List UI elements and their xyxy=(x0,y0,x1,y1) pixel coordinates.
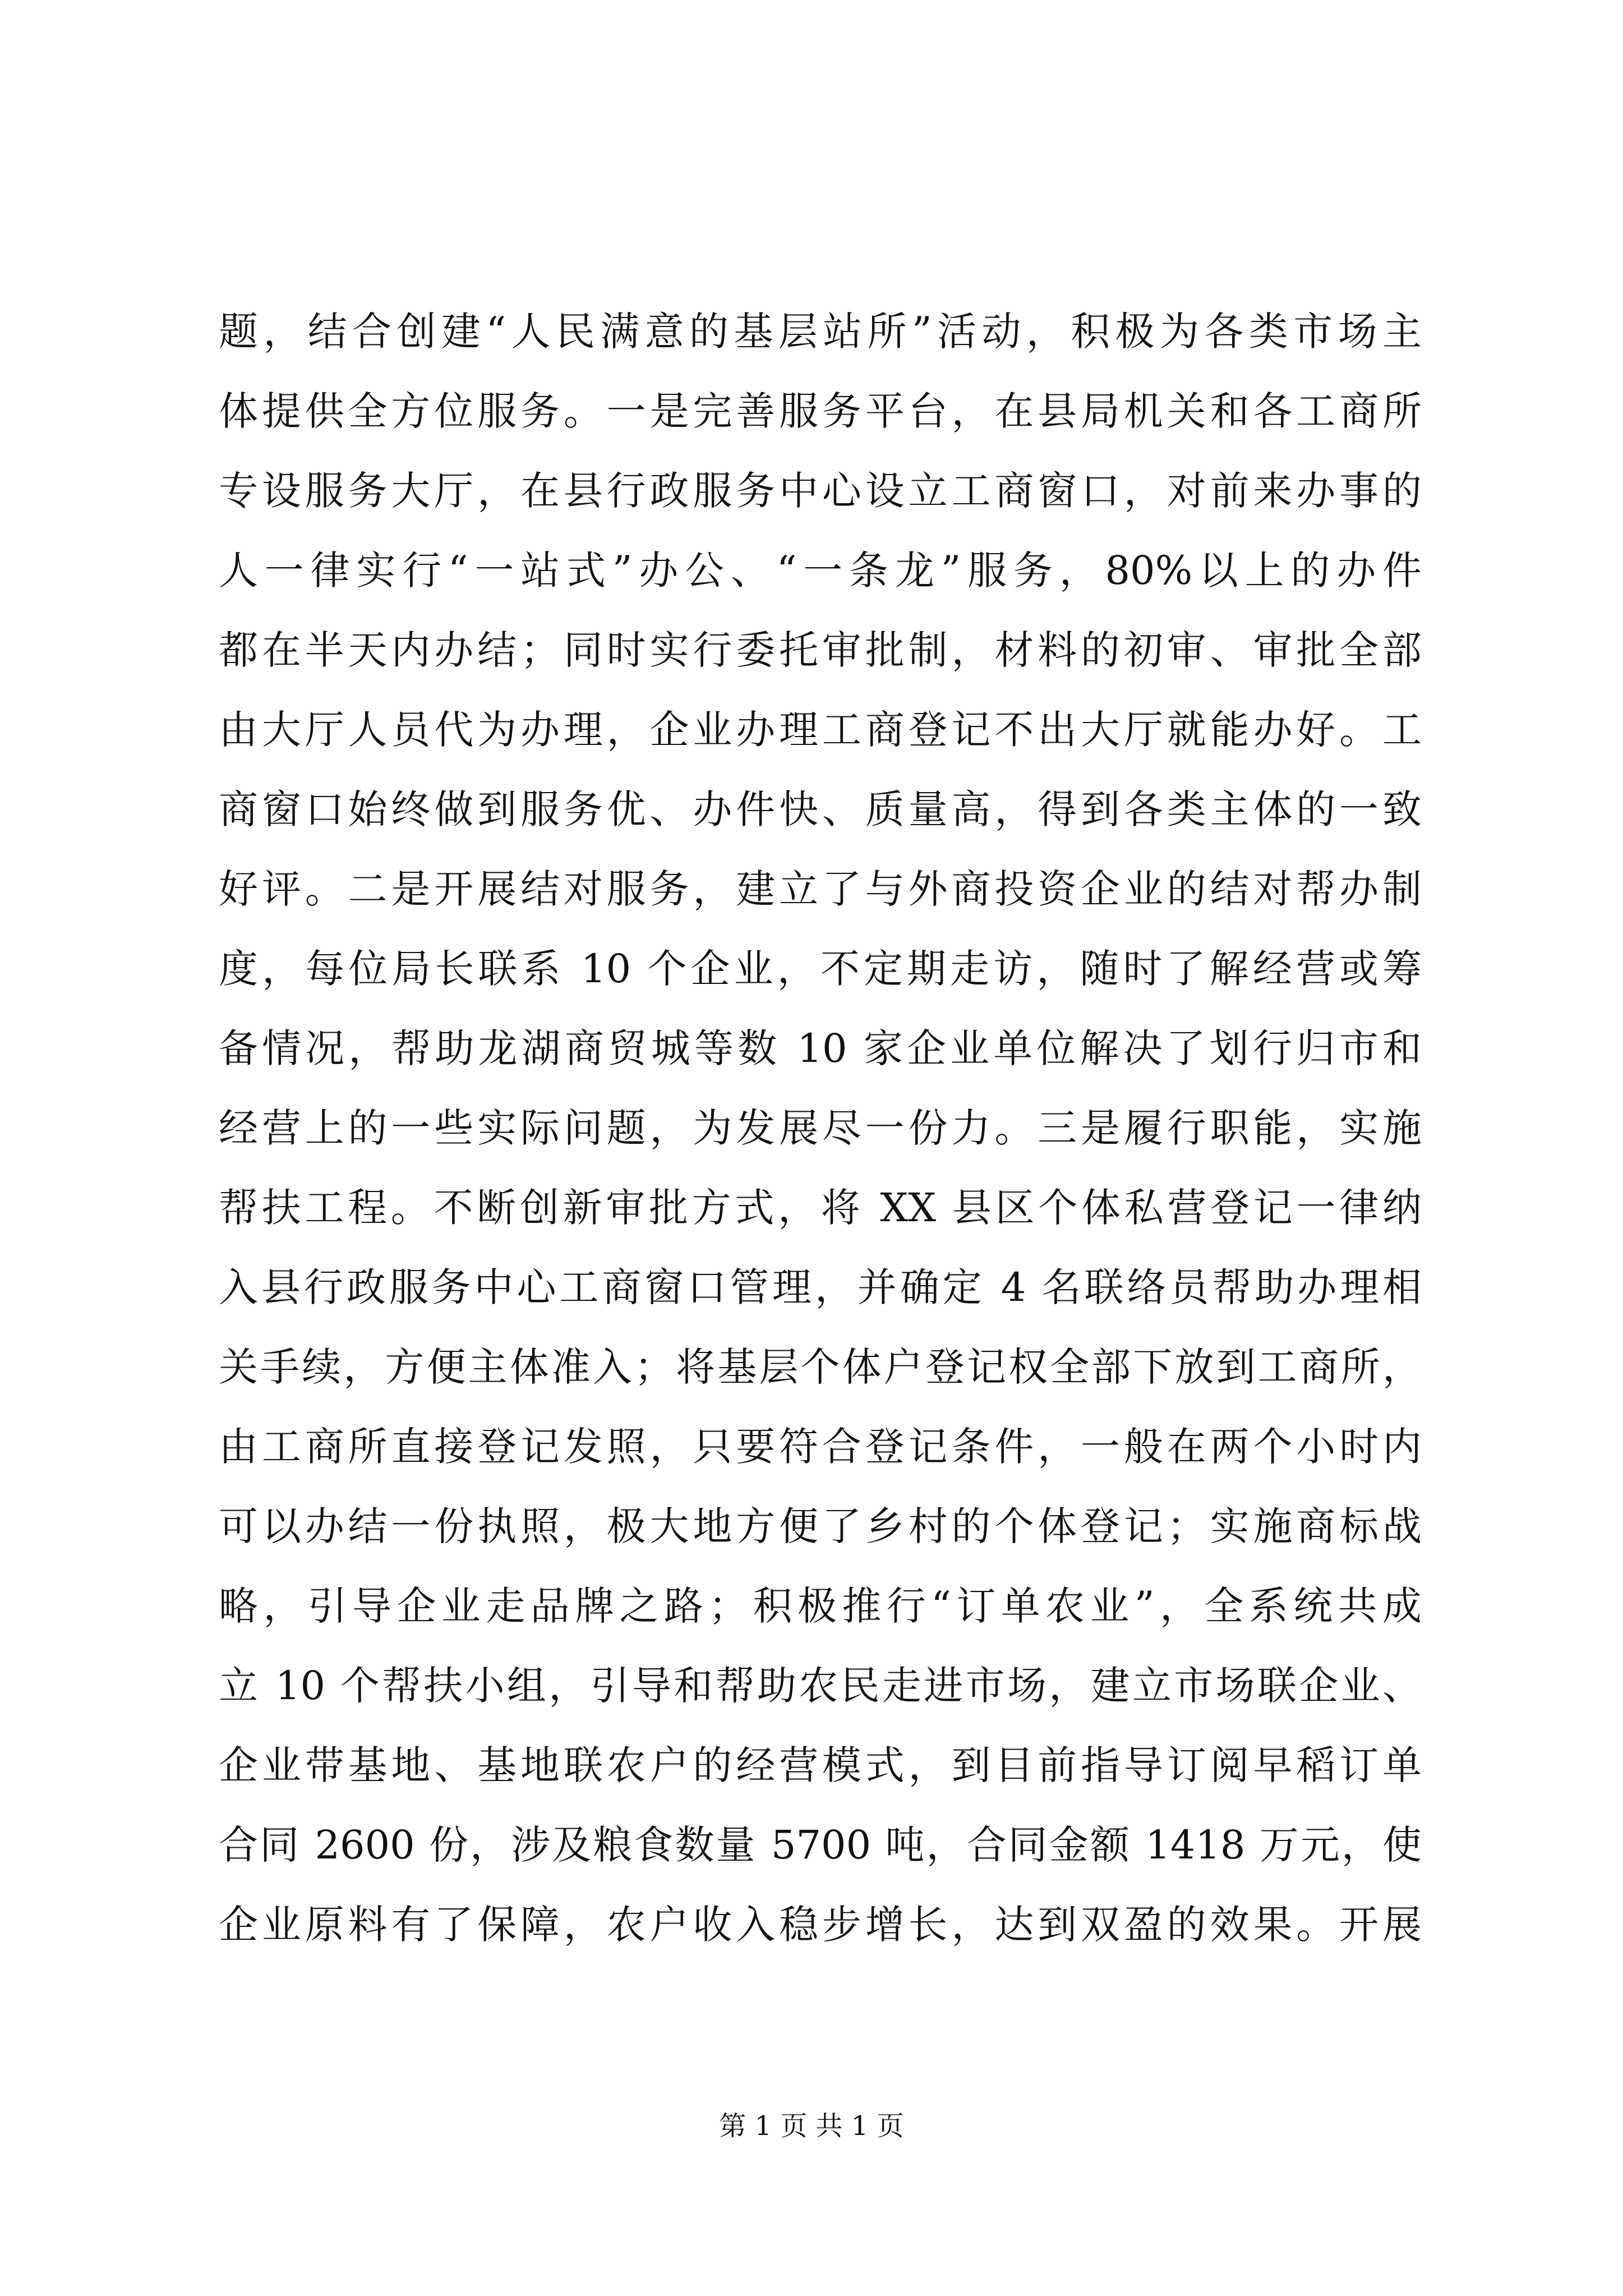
text-line: 人一律实行“一站式”办公、“一条龙”服务，80%以上的办件 xyxy=(219,547,1422,593)
text-line: 合同 2600 份，涉及粮食数量 5700 吨，合同金额 1418 万元，使 xyxy=(219,1822,1422,1868)
text-line: 略，引导企业走品牌之路；积极推行“订单农业”，全系统共成 xyxy=(219,1583,1422,1629)
page-footer: 第 1 页 共 1 页 xyxy=(719,2110,904,2142)
text-line: 都在半天内办结；同时实行委托审批制，材料的初审、审批全部 xyxy=(219,627,1422,673)
text-line: 备情况，帮助龙湖商贸城等数 10 家企业单位解决了划行归市和 xyxy=(219,1025,1422,1071)
text-line: 好评。二是开展结对服务，建立了与外商投资企业的结对帮办制 xyxy=(219,866,1422,912)
text-line: 由工商所直接登记发照，只要符合登记条件，一般在两个小时内 xyxy=(219,1424,1422,1470)
text-line: 题，结合创建“人民满意的基层站所”活动，积极为各类市场主 xyxy=(219,309,1422,355)
text-line: 度，每位局长联系 10 个企业，不定期走访，随时了解经营或筹 xyxy=(219,946,1422,992)
text-line: 关手续，方便主体准入；将基层个体户登记权全部下放到工商所， xyxy=(219,1344,1422,1390)
body-text xyxy=(219,292,1422,1964)
text-line: 入县行政服务中心工商窗口管理，并确定 4 名联络员帮助办理相 xyxy=(219,1264,1422,1310)
text-line: 可以办结一份执照，极大地方便了乡村的个体登记；实施商标战 xyxy=(219,1503,1422,1549)
text-line: 体提供全方位服务。一是完善服务平台，在县局机关和各工商所 xyxy=(219,388,1422,434)
text-line: 立 10 个帮扶小组，引导和帮助农民走进市场，建立市场联企业、 xyxy=(219,1663,1422,1709)
text-line: 专设服务大厅，在县行政服务中心设立工商窗口，对前来办事的 xyxy=(219,468,1422,514)
text-line: 商窗口始终做到服务优、办件快、质量高，得到各类主体的一致 xyxy=(219,786,1422,832)
text-line: 由大厅人员代为办理，企业办理工商登记不出大厅就能办好。工 xyxy=(219,707,1422,753)
text-line: 帮扶工程。不断创新审批方式，将 XX 县区个体私营登记一律纳 xyxy=(219,1185,1422,1231)
text-line: 企业原料有了保障，农户收入稳步增长，达到双盈的效果。开展 xyxy=(219,1902,1422,1948)
text-line: 企业带基地、基地联农户的经营模式，到目前指导订阅早稻订单 xyxy=(219,1742,1422,1788)
text-line: 经营上的一些实际问题，为发展尽一份力。三是履行职能，实施 xyxy=(219,1105,1422,1151)
